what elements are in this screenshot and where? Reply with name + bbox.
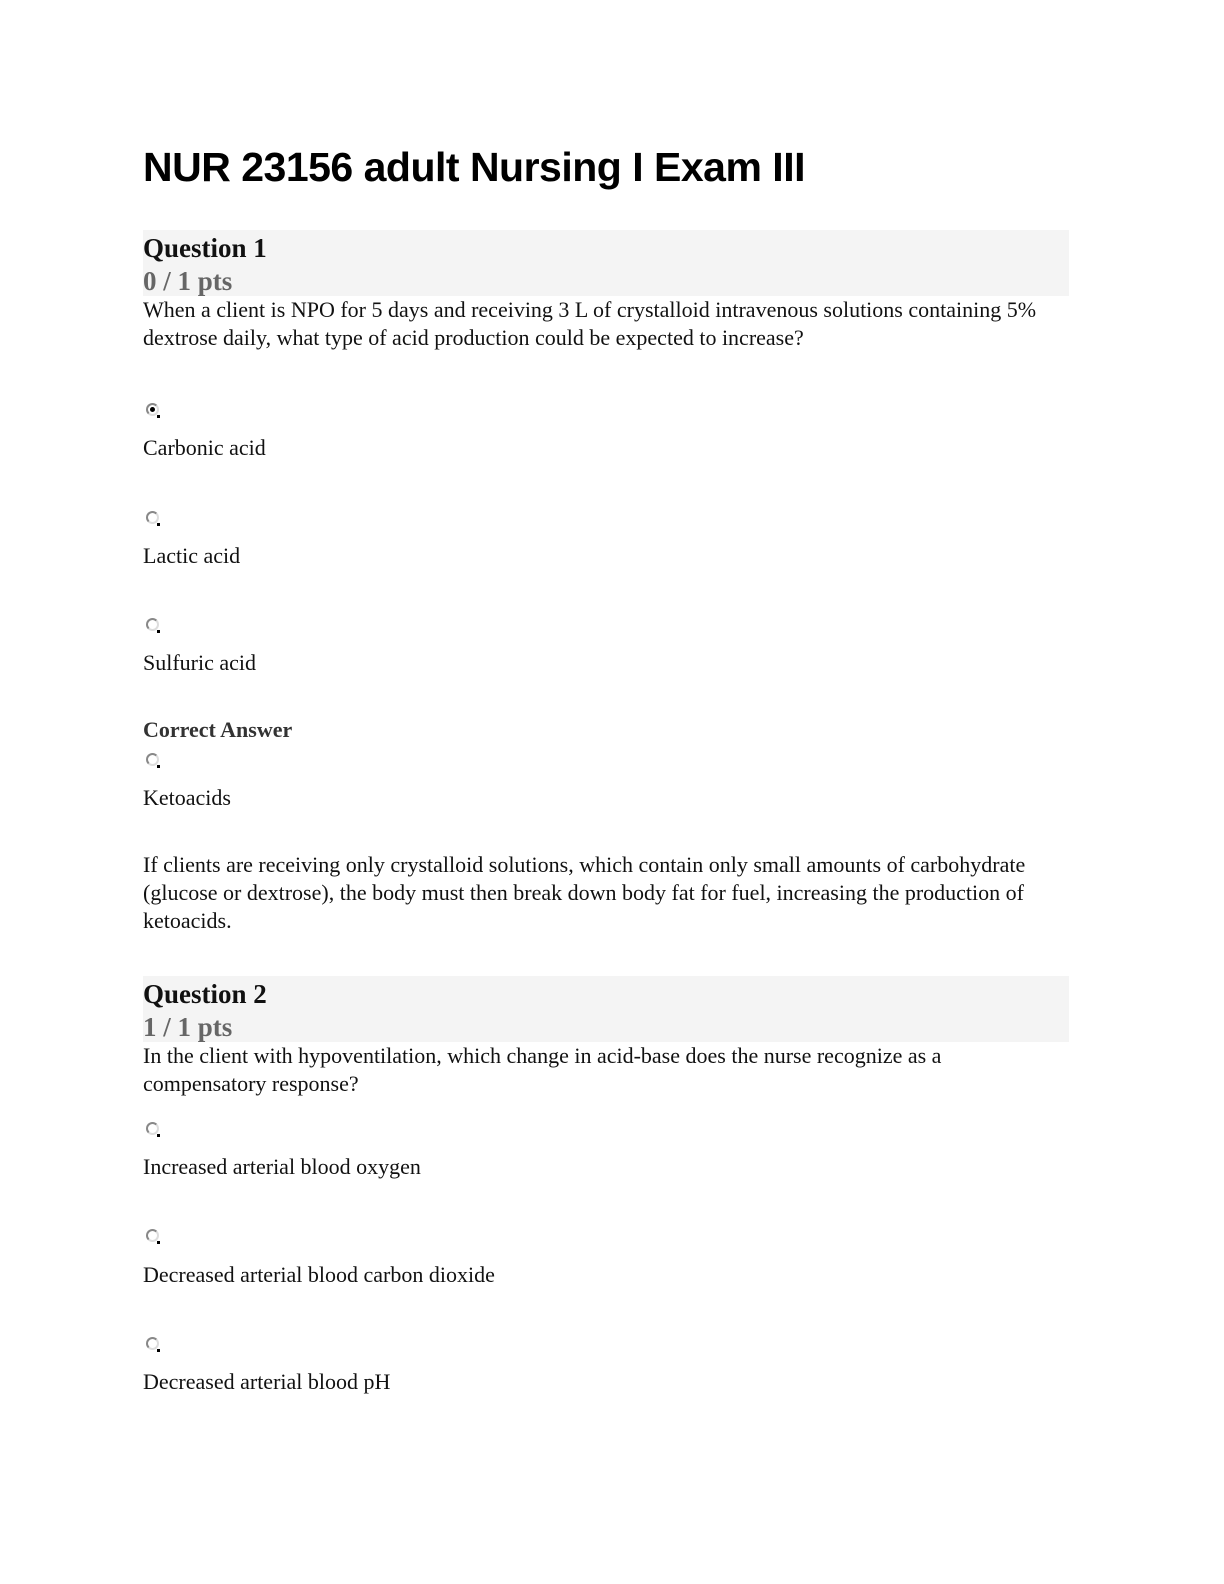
answer-option-lactic-acid: Lactic acid [143, 543, 241, 568]
radio-button-icon[interactable] [146, 1337, 159, 1350]
correct-answer-label: Correct Answer [143, 717, 293, 742]
answer-option-increased-oxygen: Increased arterial blood oxygen [143, 1154, 421, 1179]
radio-button-icon[interactable] [146, 511, 159, 524]
question-2-prompt: In the client with hypoventilation, which change in acid-base does the nurse recognize as a compensatory response? [143, 1043, 942, 1096]
radio-button-icon[interactable] [146, 618, 159, 631]
question-1-title: Question 1 [143, 233, 267, 263]
answer-option-decreased-co2: Decreased arterial blood carbon dioxide [143, 1262, 495, 1287]
question-2-header [143, 976, 1069, 1042]
answer-option-sulfuric-acid: Sulfuric acid [143, 650, 257, 675]
page-title: NUR 23156 adult Nursing I Exam III [143, 144, 805, 190]
question-1-header [143, 230, 1069, 296]
answer-option-ketoacids: Ketoacids [143, 785, 231, 810]
question-2-title: Question 2 [143, 979, 267, 1009]
radio-button-selected-icon[interactable] [146, 403, 159, 416]
radio-button-icon[interactable] [146, 1229, 159, 1242]
question-1-points: 0 / 1 pts [143, 266, 233, 296]
radio-button-icon[interactable] [146, 753, 159, 766]
radio-button-icon[interactable] [146, 1122, 159, 1135]
question-2-points: 1 / 1 pts [143, 1012, 233, 1042]
answer-option-carbonic-acid: Carbonic acid [143, 435, 266, 460]
question-1-explanation: If clients are receiving only crystalloid solutions, which contain only small amounts of carbohydrate (glucose or dextrose), the body must then break down body fat for fuel, increasing the production of ketoacids. [143, 852, 1026, 933]
question-1-prompt: When a client is NPO for 5 days and receiving 3 L of crystalloid intravenous solutions containing 5% dextrose daily, what type of acid production could be expected to increase? [143, 297, 1037, 350]
answer-option-decreased-ph: Decreased arterial blood pH [143, 1369, 391, 1394]
